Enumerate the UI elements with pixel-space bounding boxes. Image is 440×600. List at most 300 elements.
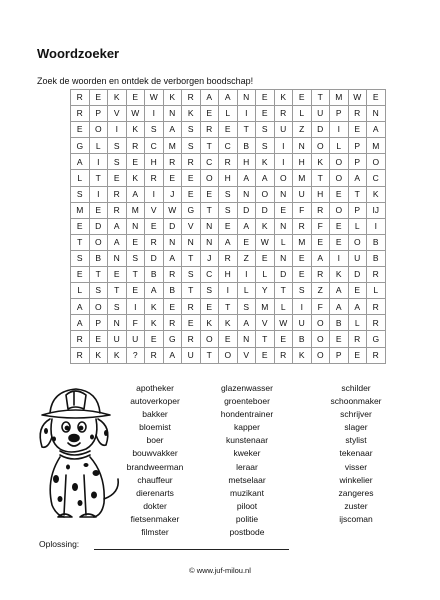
grid-cell[interactable]: M: [330, 90, 349, 106]
grid-cell[interactable]: E: [126, 154, 145, 170]
grid-cell[interactable]: R: [126, 138, 145, 154]
grid-cell[interactable]: E: [219, 122, 238, 138]
word-list-item: kunstenaar: [225, 435, 269, 446]
grid-cell[interactable]: D: [237, 202, 256, 218]
grid-cell[interactable]: R: [311, 267, 330, 283]
grid-cell[interactable]: E: [274, 202, 293, 218]
grid-cell[interactable]: T: [126, 267, 145, 283]
grid-cell[interactable]: E: [182, 170, 201, 186]
grid-cell[interactable]: E: [367, 90, 386, 106]
grid-cell[interactable]: U: [293, 186, 312, 202]
grid-cell[interactable]: E: [293, 267, 312, 283]
grid-cell[interactable]: B: [367, 234, 386, 250]
grid-cell[interactable]: A: [219, 90, 238, 106]
grid-cell[interactable]: E: [330, 234, 349, 250]
grid-cell[interactable]: U: [293, 315, 312, 331]
grid-cell[interactable]: B: [293, 331, 312, 347]
grid-cell[interactable]: E: [256, 347, 275, 363]
grid-cell[interactable]: K: [108, 90, 127, 106]
grid-cell[interactable]: D: [163, 218, 182, 234]
grid-cell[interactable]: U: [126, 331, 145, 347]
word-list-item: winkelier: [339, 474, 373, 485]
grid-cell[interactable]: O: [330, 154, 349, 170]
grid-cell[interactable]: S: [256, 122, 275, 138]
grid-cell[interactable]: R: [71, 90, 90, 106]
grid-cell[interactable]: R: [367, 267, 386, 283]
grid-cell[interactable]: T: [256, 331, 275, 347]
grid-cell[interactable]: L: [71, 283, 90, 299]
grid-cell[interactable]: P: [89, 106, 108, 122]
grid-cell[interactable]: N: [200, 218, 219, 234]
grid-cell[interactable]: O: [348, 234, 367, 250]
grid-cell[interactable]: K: [126, 122, 145, 138]
grid-cell[interactable]: A: [330, 299, 349, 315]
grid-cell[interactable]: G: [71, 138, 90, 154]
grid-cell[interactable]: B: [330, 315, 349, 331]
grid-cell[interactable]: N: [200, 234, 219, 250]
grid-cell[interactable]: F: [293, 202, 312, 218]
grid-cell[interactable]: W: [126, 106, 145, 122]
grid-cell[interactable]: S: [71, 250, 90, 266]
grid-cell[interactable]: O: [256, 186, 275, 202]
grid-cell[interactable]: A: [237, 218, 256, 234]
grid-cell[interactable]: N: [163, 106, 182, 122]
grid-cell[interactable]: E: [219, 331, 238, 347]
grid-cell[interactable]: N: [274, 186, 293, 202]
grid-cell[interactable]: L: [219, 106, 238, 122]
grid-cell[interactable]: R: [145, 347, 164, 363]
grid-cell[interactable]: E: [126, 234, 145, 250]
grid-cell[interactable]: R: [163, 267, 182, 283]
grid-cell[interactable]: A: [71, 154, 90, 170]
grid-cell[interactable]: G: [367, 331, 386, 347]
grid-cell[interactable]: T: [89, 267, 108, 283]
grid-cell[interactable]: R: [219, 154, 238, 170]
grid-cell[interactable]: P: [330, 106, 349, 122]
grid-cell[interactable]: E: [293, 90, 312, 106]
grid-cell[interactable]: N: [126, 218, 145, 234]
grid-cell[interactable]: P: [330, 347, 349, 363]
grid-cell[interactable]: A: [126, 186, 145, 202]
grid-cell[interactable]: E: [163, 299, 182, 315]
grid-cell[interactable]: S: [182, 122, 201, 138]
grid-cell[interactable]: H: [293, 154, 312, 170]
grid-cell[interactable]: W: [256, 234, 275, 250]
grid-cell[interactable]: H: [311, 186, 330, 202]
grid-cell[interactable]: V: [145, 202, 164, 218]
grid-cell[interactable]: K: [330, 267, 349, 283]
grid-cell[interactable]: R: [145, 234, 164, 250]
grid-cell[interactable]: Z: [311, 283, 330, 299]
grid-cell[interactable]: R: [293, 218, 312, 234]
grid-cell[interactable]: S: [108, 299, 127, 315]
grid-cell[interactable]: I: [145, 106, 164, 122]
grid-cell[interactable]: A: [108, 234, 127, 250]
grid-cell[interactable]: B: [237, 138, 256, 154]
grid-cell[interactable]: I: [367, 218, 386, 234]
grid-cell[interactable]: K: [293, 347, 312, 363]
grid-cell[interactable]: W: [145, 90, 164, 106]
grid-cell[interactable]: T: [108, 283, 127, 299]
grid-cell[interactable]: O: [200, 331, 219, 347]
grid-cell[interactable]: B: [145, 267, 164, 283]
grid-cell[interactable]: H: [219, 170, 238, 186]
grid-cell[interactable]: A: [163, 250, 182, 266]
grid-cell[interactable]: U: [311, 106, 330, 122]
grid-cell[interactable]: N: [293, 138, 312, 154]
grid-cell[interactable]: R: [182, 154, 201, 170]
grid-cell[interactable]: R: [108, 186, 127, 202]
grid-cell[interactable]: E: [200, 299, 219, 315]
grid-cell[interactable]: E: [89, 202, 108, 218]
grid-cell[interactable]: R: [145, 170, 164, 186]
grid-cell[interactable]: E: [182, 315, 201, 331]
grid-cell[interactable]: O: [311, 331, 330, 347]
grid-cell[interactable]: K: [256, 218, 275, 234]
grid-cell[interactable]: E: [237, 234, 256, 250]
grid-cell[interactable]: A: [71, 315, 90, 331]
word-list-item: ijscoman: [339, 513, 373, 524]
grid-cell[interactable]: A: [367, 122, 386, 138]
grid-cell[interactable]: T: [182, 283, 201, 299]
grid-cell[interactable]: R: [348, 331, 367, 347]
grid-cell[interactable]: O: [367, 154, 386, 170]
grid-cell[interactable]: N: [237, 90, 256, 106]
grid-cell[interactable]: L: [71, 170, 90, 186]
grid-cell[interactable]: N: [237, 331, 256, 347]
grid-row: [71, 154, 386, 170]
grid-cell[interactable]: S: [182, 267, 201, 283]
grid-cell[interactable]: E: [348, 347, 367, 363]
grid-cell[interactable]: R: [182, 90, 201, 106]
grid-cell[interactable]: L: [348, 218, 367, 234]
grid-cell[interactable]: E: [126, 90, 145, 106]
grid-cell[interactable]: F: [126, 315, 145, 331]
grid-cell[interactable]: R: [71, 106, 90, 122]
grid-cell[interactable]: R: [274, 106, 293, 122]
answer-line[interactable]: [94, 549, 289, 550]
grid-cell[interactable]: B: [163, 283, 182, 299]
grid-cell[interactable]: L: [330, 138, 349, 154]
grid-cell[interactable]: T: [311, 90, 330, 106]
grid-cell[interactable]: L: [293, 106, 312, 122]
grid-cell[interactable]: E: [200, 186, 219, 202]
grid-cell[interactable]: G: [163, 331, 182, 347]
grid-cell[interactable]: L: [256, 267, 275, 283]
grid-cell[interactable]: Z: [293, 122, 312, 138]
grid-cell[interactable]: A: [200, 90, 219, 106]
grid-cell[interactable]: O: [89, 299, 108, 315]
grid-cell[interactable]: M: [71, 202, 90, 218]
grid-cell[interactable]: U: [348, 250, 367, 266]
grid-cell[interactable]: R: [200, 122, 219, 138]
grid-cell[interactable]: H: [145, 154, 164, 170]
grid-cell[interactable]: C: [219, 138, 238, 154]
grid-cell[interactable]: W: [348, 90, 367, 106]
grid-cell[interactable]: D: [311, 122, 330, 138]
grid-cell[interactable]: I: [108, 122, 127, 138]
grid-cell[interactable]: S: [89, 283, 108, 299]
grid-cell[interactable]: T: [89, 170, 108, 186]
grid-cell[interactable]: N: [108, 250, 127, 266]
grid-cell[interactable]: R: [367, 315, 386, 331]
grid-cell[interactable]: M: [126, 202, 145, 218]
grid-cell[interactable]: P: [348, 138, 367, 154]
word-list-item: autoverkoper: [130, 396, 180, 407]
grid-cell[interactable]: L: [274, 234, 293, 250]
grid-cell[interactable]: E: [89, 90, 108, 106]
grid-cell[interactable]: M: [256, 299, 275, 315]
grid-cell[interactable]: S: [108, 138, 127, 154]
grid-cell[interactable]: K: [182, 106, 201, 122]
grid-cell[interactable]: E: [256, 106, 275, 122]
word-list-item: leraar: [236, 461, 258, 472]
grid-cell[interactable]: E: [163, 170, 182, 186]
grid-cell[interactable]: E: [219, 218, 238, 234]
grid-cell[interactable]: L: [237, 283, 256, 299]
grid-cell[interactable]: E: [145, 218, 164, 234]
grid-row: [71, 106, 386, 122]
grid-cell[interactable]: E: [274, 331, 293, 347]
grid-cell[interactable]: O: [89, 122, 108, 138]
grid-cell[interactable]: V: [108, 106, 127, 122]
grid-cell[interactable]: S: [200, 283, 219, 299]
grid-cell[interactable]: O: [219, 347, 238, 363]
grid-cell[interactable]: R: [311, 202, 330, 218]
grid-cell[interactable]: I: [219, 283, 238, 299]
grid-cell[interactable]: T: [200, 138, 219, 154]
grid-cell[interactable]: V: [237, 347, 256, 363]
grid-cell[interactable]: A: [163, 122, 182, 138]
grid-cell[interactable]: I: [237, 106, 256, 122]
grid-cell[interactable]: S: [293, 283, 312, 299]
grid-cell[interactable]: E: [71, 267, 90, 283]
grid-cell[interactable]: O: [89, 234, 108, 250]
grid-cell[interactable]: R: [367, 347, 386, 363]
grid-cell[interactable]: R: [163, 315, 182, 331]
grid-cell[interactable]: O: [311, 347, 330, 363]
grid-cell[interactable]: E: [311, 234, 330, 250]
grid-cell[interactable]: N: [182, 234, 201, 250]
grid-cell[interactable]: R: [367, 299, 386, 315]
grid-cell[interactable]: R: [71, 331, 90, 347]
grid-cell[interactable]: E: [71, 218, 90, 234]
grid-cell[interactable]: V: [182, 218, 201, 234]
grid-cell[interactable]: J: [200, 250, 219, 266]
grid-cell[interactable]: E: [71, 122, 90, 138]
grid-cell[interactable]: S: [126, 250, 145, 266]
grid-cell[interactable]: M: [367, 138, 386, 154]
grid-cell[interactable]: K: [200, 315, 219, 331]
grid-cell[interactable]: E: [126, 283, 145, 299]
grid-cell[interactable]: T: [200, 202, 219, 218]
grid-cell[interactable]: E: [293, 250, 312, 266]
grid-cell[interactable]: K: [126, 170, 145, 186]
grid-cell[interactable]: P: [89, 315, 108, 331]
grid-cell[interactable]: E: [256, 250, 275, 266]
grid-cell[interactable]: H: [219, 267, 238, 283]
grid-cell[interactable]: A: [237, 170, 256, 186]
grid-cell[interactable]: L: [367, 283, 386, 299]
grid-cell[interactable]: L: [348, 315, 367, 331]
grid-cell[interactable]: T: [219, 299, 238, 315]
grid-cell[interactable]: I: [126, 299, 145, 315]
grid-cell[interactable]: N: [274, 218, 293, 234]
grid-cell[interactable]: J: [163, 186, 182, 202]
word-list-item: filmster: [141, 527, 169, 538]
grid-cell[interactable]: R: [108, 202, 127, 218]
grid-cell[interactable]: C: [145, 138, 164, 154]
grid-cell[interactable]: O: [311, 138, 330, 154]
grid-cell[interactable]: E: [89, 331, 108, 347]
grid-cell[interactable]: O: [330, 202, 349, 218]
grid-cell[interactable]: B: [89, 250, 108, 266]
grid-cell[interactable]: A: [71, 299, 90, 315]
grid-cell[interactable]: K: [219, 315, 238, 331]
grid-cell[interactable]: R: [274, 347, 293, 363]
grid-cell[interactable]: L: [89, 138, 108, 154]
grid-cell[interactable]: K: [274, 90, 293, 106]
grid-cell[interactable]: I: [274, 154, 293, 170]
grid-cell[interactable]: M: [293, 234, 312, 250]
grid-cell[interactable]: N: [274, 250, 293, 266]
grid-cell[interactable]: C: [200, 267, 219, 283]
grid-cell[interactable]: S: [108, 154, 127, 170]
grid-cell[interactable]: D: [145, 250, 164, 266]
grid-cell[interactable]: U: [182, 347, 201, 363]
grid-cell[interactable]: N: [108, 315, 127, 331]
grid-cell[interactable]: E: [182, 186, 201, 202]
grid-cell[interactable]: N: [367, 106, 386, 122]
grid-cell[interactable]: G: [182, 202, 201, 218]
grid-cell[interactable]: K: [311, 154, 330, 170]
grid-cell[interactable]: Y: [256, 283, 275, 299]
grid-cell[interactable]: S: [219, 186, 238, 202]
grid-cell[interactable]: R: [182, 299, 201, 315]
grid-cell[interactable]: A: [219, 234, 238, 250]
grid-cell[interactable]: T: [348, 186, 367, 202]
grid-cell[interactable]: S: [71, 186, 90, 202]
grid-cell[interactable]: V: [256, 315, 275, 331]
grid-cell[interactable]: E: [330, 331, 349, 347]
grid-cell[interactable]: T: [200, 347, 219, 363]
grid-cell[interactable]: A: [108, 218, 127, 234]
grid-cell[interactable]: W: [163, 202, 182, 218]
grid-cell[interactable]: D: [274, 267, 293, 283]
grid-cell[interactable]: T: [182, 250, 201, 266]
grid-cell[interactable]: K: [367, 186, 386, 202]
grid-cell[interactable]: E: [256, 90, 275, 106]
grid-cell[interactable]: I: [274, 138, 293, 154]
grid-cell[interactable]: K: [108, 347, 127, 363]
grid-cell[interactable]: A: [330, 283, 349, 299]
grid-cell[interactable]: B: [367, 250, 386, 266]
grid-cell[interactable]: T: [274, 283, 293, 299]
grid-cell[interactable]: R: [348, 106, 367, 122]
grid-cell[interactable]: R: [163, 154, 182, 170]
grid-cell[interactable]: I: [89, 154, 108, 170]
grid-cell[interactable]: N: [237, 186, 256, 202]
grid-cell[interactable]: C: [200, 154, 219, 170]
grid-cell[interactable]: N: [163, 234, 182, 250]
grid-cell[interactable]: U: [108, 331, 127, 347]
grid-cell[interactable]: ?: [126, 347, 145, 363]
grid-cell[interactable]: W: [274, 315, 293, 331]
grid-cell[interactable]: K: [145, 315, 164, 331]
grid-cell[interactable]: U: [274, 122, 293, 138]
grid-cell[interactable]: T: [71, 234, 90, 250]
grid-cell[interactable]: T: [311, 170, 330, 186]
grid-cell[interactable]: O: [274, 170, 293, 186]
grid-cell[interactable]: R: [71, 347, 90, 363]
grid-cell[interactable]: E: [108, 170, 127, 186]
grid-cell[interactable]: E: [330, 186, 349, 202]
grid-cell[interactable]: E: [108, 267, 127, 283]
grid-cell[interactable]: A: [348, 170, 367, 186]
grid-cell[interactable]: R: [182, 331, 201, 347]
grid-cell[interactable]: I: [293, 299, 312, 315]
grid-cell[interactable]: R: [219, 250, 238, 266]
grid-cell[interactable]: P: [348, 202, 367, 218]
grid-cell[interactable]: E: [348, 122, 367, 138]
grid-cell[interactable]: S: [256, 138, 275, 154]
grid-cell[interactable]: A: [237, 315, 256, 331]
grid-cell[interactable]: H: [237, 154, 256, 170]
grid-cell[interactable]: S: [145, 122, 164, 138]
grid-cell[interactable]: A: [163, 347, 182, 363]
grid-cell[interactable]: T: [237, 122, 256, 138]
word-list-item: politie: [235, 513, 259, 524]
grid-cell[interactable]: F: [311, 218, 330, 234]
grid-cell[interactable]: E: [348, 283, 367, 299]
grid-cell[interactable]: C: [367, 170, 386, 186]
grid-cell[interactable]: P: [348, 154, 367, 170]
grid-cell[interactable]: A: [256, 170, 275, 186]
grid-cell[interactable]: IJ: [367, 202, 386, 218]
grid-cell[interactable]: E: [145, 331, 164, 347]
grid-cell[interactable]: O: [200, 170, 219, 186]
grid-cell[interactable]: K: [256, 154, 275, 170]
grid-cell[interactable]: E: [200, 106, 219, 122]
grid-cell[interactable]: A: [348, 299, 367, 315]
grid-cell[interactable]: I: [237, 267, 256, 283]
grid-cell[interactable]: I: [330, 250, 349, 266]
grid-cell[interactable]: Z: [237, 250, 256, 266]
grid-cell[interactable]: I: [89, 186, 108, 202]
grid-cell[interactable]: A: [311, 250, 330, 266]
grid-cell[interactable]: K: [145, 299, 164, 315]
grid-cell[interactable]: I: [330, 122, 349, 138]
grid-cell[interactable]: D: [348, 267, 367, 283]
grid-cell[interactable]: S: [219, 202, 238, 218]
grid-cell[interactable]: M: [163, 138, 182, 154]
grid-cell[interactable]: D: [256, 202, 275, 218]
grid-cell[interactable]: K: [163, 90, 182, 106]
grid-cell[interactable]: K: [89, 347, 108, 363]
grid-cell[interactable]: I: [145, 186, 164, 202]
grid-cell[interactable]: L: [274, 299, 293, 315]
grid-cell[interactable]: M: [293, 170, 312, 186]
grid-cell[interactable]: A: [145, 283, 164, 299]
grid-cell[interactable]: S: [182, 138, 201, 154]
grid-cell[interactable]: F: [311, 299, 330, 315]
grid-cell[interactable]: E: [330, 218, 349, 234]
grid-cell[interactable]: O: [330, 170, 349, 186]
grid-cell[interactable]: S: [237, 299, 256, 315]
grid-row: [71, 315, 386, 331]
grid-cell[interactable]: D: [89, 218, 108, 234]
grid-cell[interactable]: O: [311, 315, 330, 331]
